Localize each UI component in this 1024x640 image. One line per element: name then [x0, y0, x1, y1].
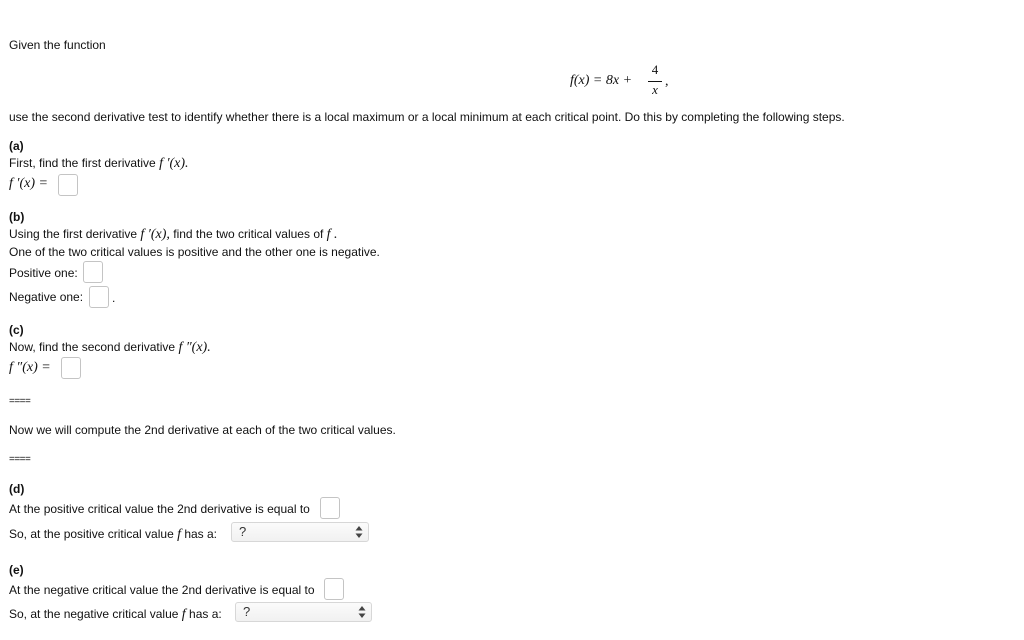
part-c-label: (c) — [9, 323, 24, 337]
instruction-text: use the second derivative test to identify whether there is a local maximum or a local minimum at each critical point. Do this by completing the following steps. — [9, 110, 845, 124]
select-value: ? — [239, 524, 247, 539]
part-b-text: Using the first derivative — [9, 227, 138, 241]
part-e-text: At the negative critical value the 2nd derivative is equal to — [9, 583, 315, 597]
part-d-text: At the positive critical value the 2nd derivative is equal to — [9, 502, 310, 516]
part-d-conclusion — [9, 527, 217, 543]
part-b-note: One of the two critical values is positive and the other one is negative. — [9, 245, 380, 259]
select-arrows-icon — [358, 605, 366, 619]
part-d-so-post: has a: — [184, 527, 218, 541]
select-value: ? — [243, 604, 251, 619]
separator-1: ==== — [9, 396, 31, 407]
negative-label: Negative one: — [9, 290, 84, 304]
part-d-so-math: f — [177, 527, 181, 542]
positive-extremum-select[interactable] — [231, 522, 369, 542]
part-c-math: f ″(x). — [178, 340, 211, 355]
function-trail: , — [665, 74, 669, 89]
second-derivative-input[interactable] — [61, 357, 81, 379]
positive-second-derivative-input[interactable] — [320, 497, 340, 519]
negative-critical-input[interactable] — [89, 286, 109, 308]
part-c-answer-label: f ″(x) = — [9, 360, 51, 375]
part-d-so-text: So, at the positive critical value — [9, 527, 174, 541]
part-d-label: (d) — [9, 482, 25, 496]
function-lhs: f(x) = 8x + — [570, 73, 633, 88]
intro-text: Given the function — [9, 38, 106, 52]
select-arrows-icon — [355, 525, 363, 539]
negative-extremum-select[interactable] — [235, 602, 372, 622]
function-denominator: x — [652, 82, 658, 97]
part-a-question — [9, 156, 189, 172]
part-b-math: f ′(x), — [140, 227, 170, 242]
function-numerator: 4 — [651, 62, 659, 77]
part-c-text: Now, find the second derivative — [9, 340, 176, 354]
part-e-so-text: So, at the negative critical value — [9, 607, 179, 621]
compute-note: Now we will compute the 2nd derivative at each of the two critical values. — [9, 423, 396, 437]
part-e-label: (e) — [9, 563, 24, 577]
part-e-conclusion — [9, 607, 222, 623]
part-a-answer-label: f ′(x) = — [9, 176, 48, 191]
part-c-question — [9, 340, 211, 356]
part-b-question — [9, 227, 338, 243]
separator-2: ==== — [9, 454, 31, 465]
part-a-math: f ′(x). — [159, 156, 189, 171]
part-b-text-mid: find the two critical values of — [173, 227, 324, 241]
positive-critical-input[interactable] — [83, 261, 103, 283]
negative-trail: . — [112, 291, 116, 305]
first-derivative-input[interactable] — [58, 174, 78, 196]
part-e-so-math: f — [181, 607, 186, 622]
part-b-math2: f . — [326, 227, 338, 242]
part-a-text: First, find the first derivative — [9, 156, 156, 170]
part-a-label: (a) — [9, 139, 24, 153]
part-b-label: (b) — [9, 210, 25, 224]
positive-label: Positive one: — [9, 266, 78, 280]
part-e-so-post: has a: — [189, 607, 222, 621]
negative-second-derivative-input[interactable] — [324, 578, 344, 600]
